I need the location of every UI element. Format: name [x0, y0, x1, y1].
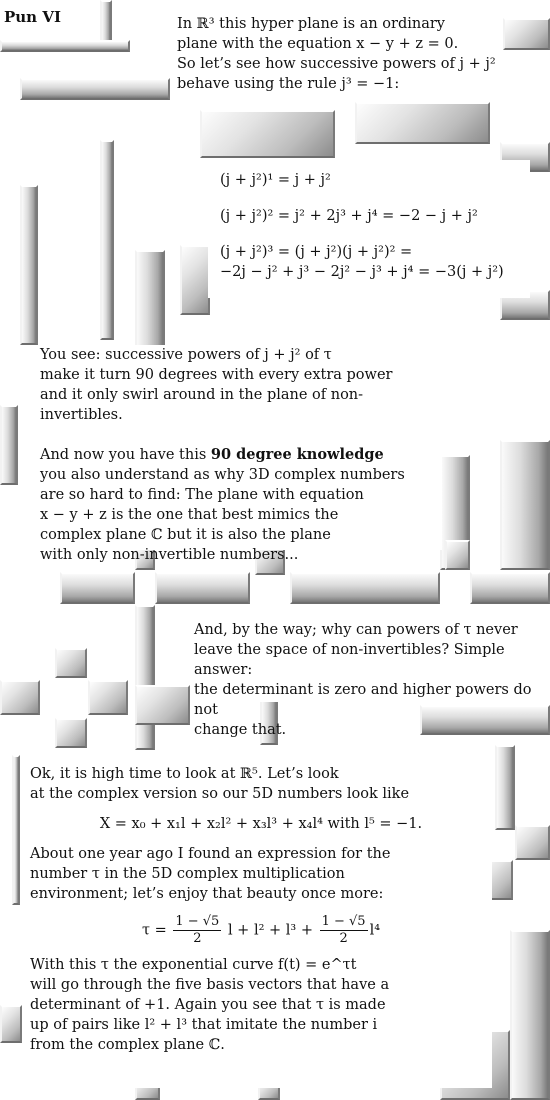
bevel-block [503, 18, 550, 50]
bevel-block [88, 680, 128, 715]
knowledge-line [40, 445, 442, 465]
intro-panel [175, 14, 497, 100]
bevel-bar [20, 185, 38, 345]
bevel-bar [155, 572, 250, 604]
tau-formula [30, 914, 492, 947]
bevel-block [0, 1005, 22, 1043]
bevel-bar [12, 755, 20, 905]
bevel-block [355, 102, 490, 144]
r5-line: number τ in the 5D complex multiplication [30, 866, 345, 882]
bevel-bar [0, 40, 130, 52]
r5-line: determinant of +1. Again you see that τ is made [30, 997, 386, 1013]
bevel-bar [60, 572, 135, 604]
equations-panel [208, 160, 530, 298]
bevel-bar [470, 572, 550, 604]
swirl-line: You see: successive powers of j + j² of τ [40, 347, 332, 363]
tau-numerator: 1 − √5 [175, 914, 220, 929]
bevel-bar [510, 930, 550, 1100]
r5-line: at the complex version so our 5D numbers look like [30, 786, 410, 802]
r5-line: environment; let’s enjoy that beauty once more: [30, 886, 384, 902]
byway-line: leave the space of non-invertibles? Simple answer: [194, 642, 505, 678]
r5-line: Ok, it is high time to look at ℝ⁵. Let’s look [30, 766, 339, 782]
r5-line: About one year ago I found an expression for the [30, 846, 391, 862]
knowledge-line: are so hard to find: The plane with equation [40, 487, 364, 503]
bevel-block [135, 685, 190, 725]
tau-middle: l + l² + l³ + [227, 922, 313, 939]
r5-line: from the complex plane ℂ. [30, 1037, 225, 1053]
tau-fraction [320, 914, 368, 947]
knowledge-line: x − y + z is the one that best mimics the [40, 507, 339, 523]
tau-denominator: 2 [193, 931, 202, 946]
intro-line: In ℝ³ this hyper plane is an ordinary [177, 16, 445, 32]
bevel-block [200, 110, 335, 158]
swirl-line: make it turn 90 degrees with every extra power [40, 367, 393, 383]
byway-line: the determinant is zero and higher powers do not [194, 682, 532, 718]
knowledge-prefix: And now you have this [40, 447, 211, 463]
equation-line: (j + j²)¹ = j + j² [220, 172, 331, 188]
knowledge-bold: 90 degree knowledge [210, 446, 384, 463]
bevel-block [55, 648, 87, 678]
knowledge-line: you also understand as why 3D complex numbers [40, 467, 405, 483]
bevel-block [445, 540, 470, 570]
bevel-bar [500, 440, 550, 570]
bevel-bar [135, 250, 165, 350]
bevel-bar [100, 140, 114, 340]
bevel-bar [290, 572, 440, 604]
bevel-block [55, 718, 87, 748]
knowledge-line: complex plane ℂ but it is also the plane [40, 527, 331, 543]
tau-lhs: τ = [141, 922, 167, 939]
bevel-block [515, 825, 550, 860]
tau-numerator: 1 − √5 [321, 914, 366, 929]
bevel-bar [20, 78, 170, 100]
knowledge-line: with only non-invertible numbers... [40, 547, 299, 563]
bevel-block [180, 245, 210, 315]
swirl-line: and it only swirl around in the plane of non-invertibles. [40, 387, 364, 423]
equation-line: (j + j²)² = j² + 2j³ + j⁴ = −2 − j + j² [220, 208, 478, 224]
bevel-bar [495, 745, 515, 830]
byway-panel [190, 620, 550, 738]
byway-line: And, by the way; why can powers of τ never [194, 622, 518, 638]
swirl-panel [32, 345, 442, 563]
equation-line: −2j − j² + j³ − 2j² − j³ + j⁴ = −3(j + j²) [220, 264, 504, 280]
tau-denominator: 2 [339, 931, 348, 946]
bevel-block [0, 680, 40, 715]
intro-line: So let’s see how successive powers of j + j² [177, 56, 496, 72]
r5-line: up of pairs like l² + l³ that imitate the number i [30, 1017, 378, 1033]
bevel-bar [0, 405, 18, 485]
intro-line: plane with the equation x − y + z = 0. [177, 36, 459, 52]
r5-line: With this τ the exponential curve f(t) = e^τt [30, 957, 357, 973]
r5-formula: X = x₀ + x₁l + x₂l² + x₃l³ + x₄l⁴ with l⁵ = −1. [99, 816, 423, 832]
bevel-bar [135, 605, 155, 750]
r5-panel [22, 758, 492, 1088]
intro-line: behave using the rule j³ = −1: [177, 76, 400, 92]
page-title: Pun VI [4, 8, 61, 26]
tau-tail: l⁴ [369, 922, 381, 939]
r5-line: will go through the five basis vectors that have a [30, 977, 390, 993]
tau-fraction [173, 914, 221, 947]
equation-line: (j + j²)³ = (j + j²)(j + j²)² = [220, 244, 413, 260]
byway-line: change that. [194, 722, 287, 738]
